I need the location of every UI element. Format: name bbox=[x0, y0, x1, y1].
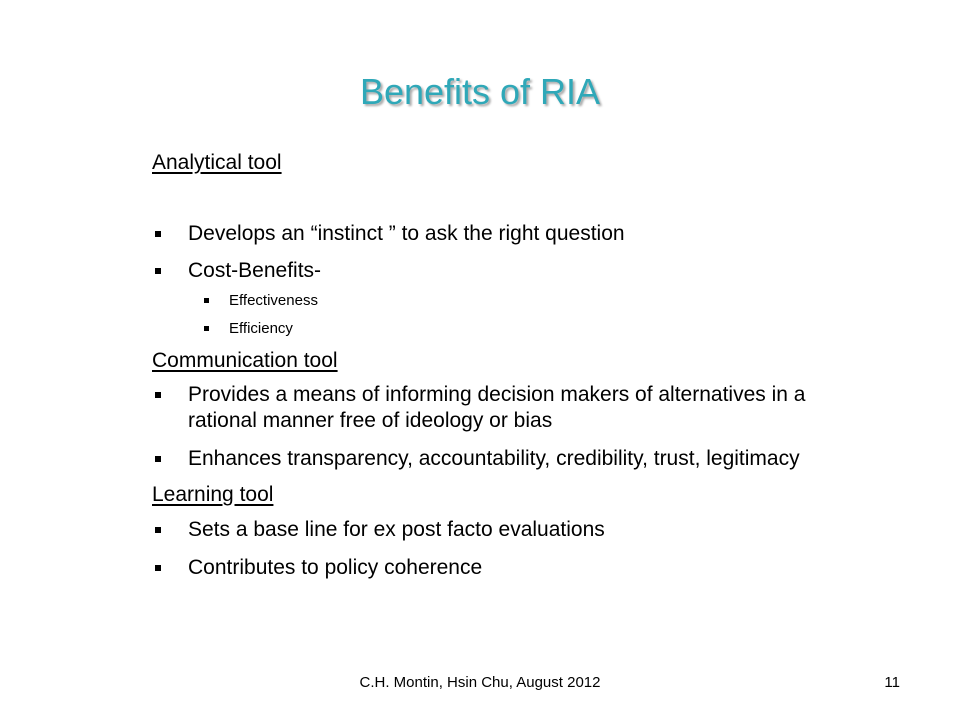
list-item-text: Develops an “instinct ” to ask the right question bbox=[188, 222, 625, 245]
square-bullet-icon bbox=[155, 268, 161, 274]
list-item bbox=[152, 555, 872, 581]
section-heading-communication: Communication tool bbox=[152, 349, 338, 372]
slide-title: Benefits of RIA bbox=[359, 71, 601, 112]
section-heading-learning: Learning tool bbox=[152, 483, 274, 506]
square-bullet-icon bbox=[155, 231, 161, 237]
list-item bbox=[152, 446, 872, 472]
list-item-text: Contributes to policy coherence bbox=[188, 556, 483, 579]
square-bullet-icon bbox=[155, 527, 161, 533]
list-item-text: Enhances transparency, accountability, credibility, trust, legitimacy bbox=[188, 447, 800, 470]
list-item bbox=[152, 382, 872, 434]
slide-footer: C.H. Montin, Hsin Chu, August 2012 bbox=[359, 674, 601, 691]
list-item bbox=[152, 258, 872, 284]
list-item bbox=[152, 221, 872, 247]
square-bullet-icon bbox=[155, 456, 161, 462]
sub-list-item-text: Effectiveness bbox=[229, 292, 318, 309]
sub-list-item bbox=[152, 319, 872, 339]
square-bullet-icon bbox=[155, 392, 161, 398]
sub-list-item bbox=[152, 291, 872, 311]
sub-list-item-text: Efficiency bbox=[229, 320, 293, 337]
page-number: 11 bbox=[884, 674, 900, 691]
list-item-text: Sets a base line for ex post facto evaluations bbox=[188, 518, 605, 541]
square-bullet-icon bbox=[155, 565, 161, 571]
slide-content bbox=[152, 146, 872, 581]
section-heading-analytical: Analytical tool bbox=[152, 151, 282, 174]
square-bullet-icon bbox=[204, 298, 209, 303]
list-item-text: Provides a means of informing decision makers of alternatives in a rational manner free of ideology or bias bbox=[188, 383, 806, 432]
square-bullet-icon bbox=[204, 326, 209, 331]
list-item-text: Cost-Benefits- bbox=[188, 259, 322, 282]
list-item bbox=[152, 517, 872, 543]
